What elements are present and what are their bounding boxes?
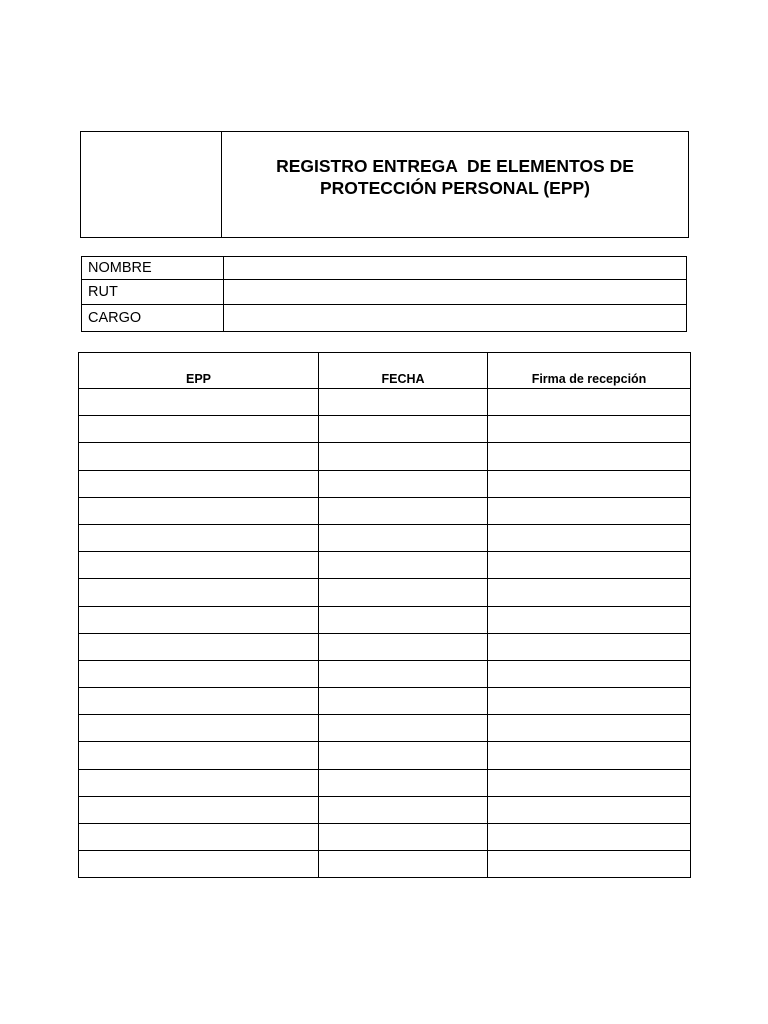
document-title (222, 132, 688, 237)
epp-cell[interactable] (79, 470, 319, 497)
table-row (79, 389, 691, 416)
nombre-label: NOMBRE (82, 257, 224, 280)
table-row (79, 524, 691, 551)
epp-cell[interactable] (79, 851, 319, 878)
epp-cell[interactable] (79, 660, 319, 687)
firma-cell[interactable] (488, 524, 691, 551)
fecha-cell[interactable] (319, 470, 488, 497)
fecha-cell[interactable] (319, 715, 488, 742)
logo-placeholder (81, 132, 222, 237)
document-header (80, 131, 689, 238)
cargo-row (82, 305, 687, 332)
fecha-cell[interactable] (319, 497, 488, 524)
table-row (79, 443, 691, 470)
epp-cell[interactable] (79, 497, 319, 524)
nombre-row (82, 257, 687, 280)
column-header-fecha: FECHA (319, 353, 488, 389)
firma-cell[interactable] (488, 416, 691, 443)
fecha-cell[interactable] (319, 688, 488, 715)
fecha-cell[interactable] (319, 606, 488, 633)
cargo-field[interactable] (224, 305, 687, 332)
table-row (79, 497, 691, 524)
epp-cell[interactable] (79, 742, 319, 769)
epp-cell[interactable] (79, 606, 319, 633)
table-row (79, 470, 691, 497)
rut-label: RUT (82, 280, 224, 305)
epp-cell[interactable] (79, 579, 319, 606)
firma-cell[interactable] (488, 497, 691, 524)
table-row (79, 796, 691, 823)
title-line-2: PROTECCIÓN PERSONAL (EPP) (320, 178, 590, 198)
firma-cell[interactable] (488, 389, 691, 416)
table-row (79, 552, 691, 579)
firma-cell[interactable] (488, 742, 691, 769)
table-row (79, 688, 691, 715)
table-row (79, 606, 691, 633)
table-row (79, 824, 691, 851)
fecha-cell[interactable] (319, 443, 488, 470)
title-line-1: REGISTRO ENTREGA DE ELEMENTOS DE (276, 156, 634, 176)
table-row (79, 416, 691, 443)
epp-cell[interactable] (79, 824, 319, 851)
firma-cell[interactable] (488, 769, 691, 796)
firma-cell[interactable] (488, 633, 691, 660)
table-row (79, 715, 691, 742)
fecha-cell[interactable] (319, 796, 488, 823)
firma-cell[interactable] (488, 470, 691, 497)
column-header-epp: EPP (79, 353, 319, 389)
epp-cell[interactable] (79, 416, 319, 443)
cargo-label: CARGO (82, 305, 224, 332)
table-row (79, 633, 691, 660)
epp-cell[interactable] (79, 769, 319, 796)
epp-cell[interactable] (79, 443, 319, 470)
fecha-cell[interactable] (319, 389, 488, 416)
fecha-cell[interactable] (319, 660, 488, 687)
epp-cell[interactable] (79, 715, 319, 742)
firma-cell[interactable] (488, 688, 691, 715)
fecha-cell[interactable] (319, 552, 488, 579)
fecha-cell[interactable] (319, 416, 488, 443)
firma-cell[interactable] (488, 443, 691, 470)
table-header-row (79, 353, 691, 389)
epp-cell[interactable] (79, 796, 319, 823)
firma-cell[interactable] (488, 796, 691, 823)
firma-cell[interactable] (488, 660, 691, 687)
firma-cell[interactable] (488, 851, 691, 878)
epp-cell[interactable] (79, 633, 319, 660)
epp-cell[interactable] (79, 524, 319, 551)
column-header-firma: Firma de recepción (488, 353, 691, 389)
epp-cell[interactable] (79, 552, 319, 579)
fecha-cell[interactable] (319, 824, 488, 851)
epp-delivery-table (78, 352, 691, 878)
table-row (79, 851, 691, 878)
fecha-cell[interactable] (319, 579, 488, 606)
personal-info-table (81, 256, 687, 332)
epp-cell[interactable] (79, 688, 319, 715)
nombre-field[interactable] (224, 257, 687, 280)
rut-row (82, 280, 687, 305)
fecha-cell[interactable] (319, 742, 488, 769)
firma-cell[interactable] (488, 715, 691, 742)
table-row (79, 769, 691, 796)
fecha-cell[interactable] (319, 769, 488, 796)
firma-cell[interactable] (488, 552, 691, 579)
table-row (79, 579, 691, 606)
firma-cell[interactable] (488, 606, 691, 633)
firma-cell[interactable] (488, 824, 691, 851)
rut-field[interactable] (224, 280, 687, 305)
fecha-cell[interactable] (319, 851, 488, 878)
table-row (79, 742, 691, 769)
fecha-cell[interactable] (319, 524, 488, 551)
table-row (79, 660, 691, 687)
fecha-cell[interactable] (319, 633, 488, 660)
epp-cell[interactable] (79, 389, 319, 416)
firma-cell[interactable] (488, 579, 691, 606)
